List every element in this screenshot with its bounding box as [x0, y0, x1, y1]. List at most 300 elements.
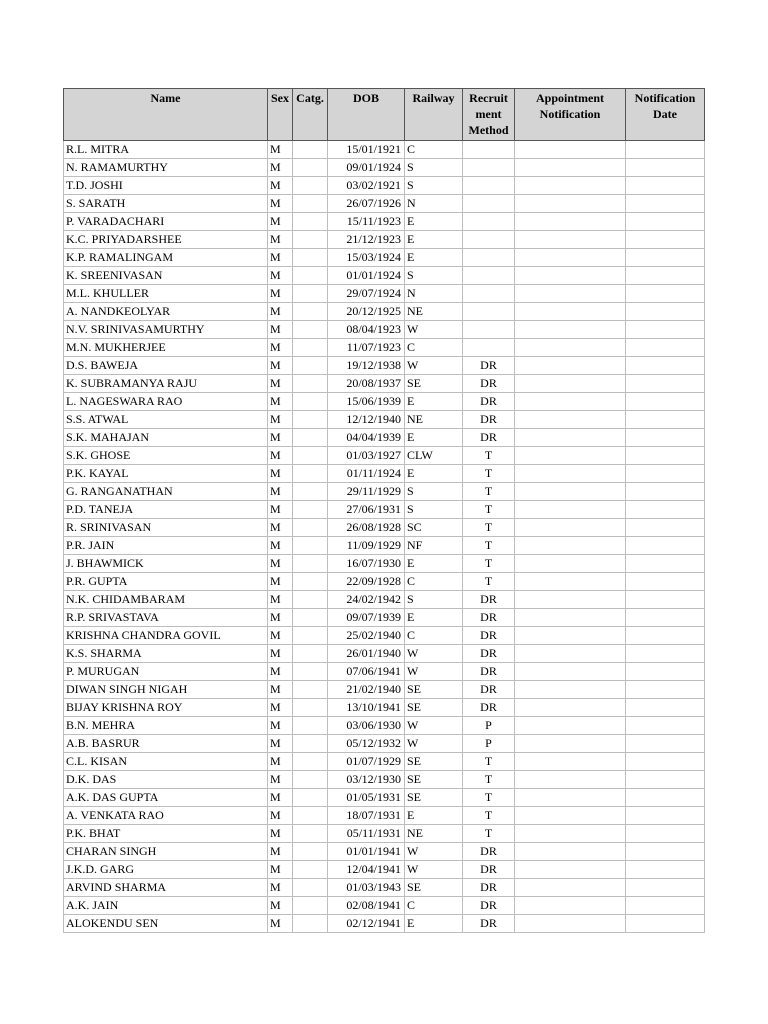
cell-notification-date: [626, 555, 705, 573]
cell-recruitment-method: DR: [463, 897, 515, 915]
cell-railway: W: [405, 861, 463, 879]
cell-sex: M: [268, 465, 293, 483]
cell-name: T.D. JOSHI: [64, 177, 268, 195]
cell-notification-date: [626, 789, 705, 807]
cell-railway: E: [405, 393, 463, 411]
cell-sex: M: [268, 141, 293, 159]
cell-notification-date: [626, 825, 705, 843]
cell-sex: M: [268, 843, 293, 861]
cell-notification-date: [626, 213, 705, 231]
cell-catg: [293, 591, 328, 609]
cell-sex: M: [268, 483, 293, 501]
header-recruitment-method: Recruit ment Method: [463, 89, 515, 141]
cell-sex: M: [268, 501, 293, 519]
cell-catg: [293, 735, 328, 753]
table-row: [64, 501, 705, 519]
cell-name: S.K. MAHAJAN: [64, 429, 268, 447]
cell-dob: 09/01/1924: [328, 159, 405, 177]
cell-railway: SE: [405, 789, 463, 807]
cell-name: CHARAN SINGH: [64, 843, 268, 861]
cell-appointment-notification: [515, 897, 626, 915]
cell-name: P. MURUGAN: [64, 663, 268, 681]
cell-sex: M: [268, 231, 293, 249]
cell-dob: 26/08/1928: [328, 519, 405, 537]
cell-dob: 11/09/1929: [328, 537, 405, 555]
cell-notification-date: [626, 699, 705, 717]
cell-sex: M: [268, 519, 293, 537]
cell-catg: [293, 303, 328, 321]
cell-dob: 01/05/1931: [328, 789, 405, 807]
cell-appointment-notification: [515, 411, 626, 429]
cell-notification-date: [626, 519, 705, 537]
cell-name: A.B. BASRUR: [64, 735, 268, 753]
cell-catg: [293, 285, 328, 303]
cell-notification-date: [626, 159, 705, 177]
table-row: [64, 519, 705, 537]
cell-catg: [293, 573, 328, 591]
cell-name: A.K. JAIN: [64, 897, 268, 915]
cell-sex: M: [268, 213, 293, 231]
cell-notification-date: [626, 573, 705, 591]
table-row: [64, 915, 705, 933]
cell-railway: E: [405, 231, 463, 249]
cell-notification-date: [626, 501, 705, 519]
cell-name: A.K. DAS GUPTA: [64, 789, 268, 807]
table-row: [64, 699, 705, 717]
cell-notification-date: [626, 897, 705, 915]
cell-name: M.N. MUKHERJEE: [64, 339, 268, 357]
cell-railway: C: [405, 897, 463, 915]
cell-railway: W: [405, 843, 463, 861]
cell-railway: E: [405, 915, 463, 933]
cell-recruitment-method: [463, 195, 515, 213]
cell-appointment-notification: [515, 429, 626, 447]
header-appointment-notification: Appointment Notification: [515, 89, 626, 141]
table-row: [64, 159, 705, 177]
cell-recruitment-method: [463, 303, 515, 321]
cell-dob: 15/01/1921: [328, 141, 405, 159]
cell-sex: M: [268, 591, 293, 609]
cell-sex: M: [268, 195, 293, 213]
cell-sex: M: [268, 285, 293, 303]
cell-recruitment-method: T: [463, 483, 515, 501]
cell-catg: [293, 663, 328, 681]
cell-sex: M: [268, 825, 293, 843]
cell-recruitment-method: T: [463, 501, 515, 519]
cell-sex: M: [268, 303, 293, 321]
cell-name: R.P. SRIVASTAVA: [64, 609, 268, 627]
cell-name: K.P. RAMALINGAM: [64, 249, 268, 267]
cell-appointment-notification: [515, 627, 626, 645]
cell-recruitment-method: [463, 213, 515, 231]
cell-name: P.R. JAIN: [64, 537, 268, 555]
cell-notification-date: [626, 627, 705, 645]
staff-table: [63, 88, 705, 933]
cell-notification-date: [626, 753, 705, 771]
header-railway: Railway: [405, 89, 463, 141]
cell-catg: [293, 339, 328, 357]
table-row: [64, 663, 705, 681]
cell-railway: E: [405, 609, 463, 627]
cell-name: A. NANDKEOLYAR: [64, 303, 268, 321]
cell-dob: 02/08/1941: [328, 897, 405, 915]
cell-sex: M: [268, 861, 293, 879]
cell-recruitment-method: DR: [463, 375, 515, 393]
cell-appointment-notification: [515, 267, 626, 285]
cell-recruitment-method: DR: [463, 645, 515, 663]
cell-name: R.L. MITRA: [64, 141, 268, 159]
cell-appointment-notification: [515, 519, 626, 537]
cell-name: K. SUBRAMANYA RAJU: [64, 375, 268, 393]
cell-dob: 07/06/1941: [328, 663, 405, 681]
cell-dob: 01/03/1943: [328, 879, 405, 897]
cell-recruitment-method: DR: [463, 663, 515, 681]
cell-name: K.C. PRIYADARSHEE: [64, 231, 268, 249]
cell-catg: [293, 861, 328, 879]
cell-appointment-notification: [515, 843, 626, 861]
cell-appointment-notification: [515, 213, 626, 231]
cell-notification-date: [626, 393, 705, 411]
cell-catg: [293, 213, 328, 231]
cell-notification-date: [626, 735, 705, 753]
cell-sex: M: [268, 357, 293, 375]
cell-dob: 09/07/1939: [328, 609, 405, 627]
cell-sex: M: [268, 249, 293, 267]
cell-dob: 25/02/1940: [328, 627, 405, 645]
table-row: [64, 231, 705, 249]
cell-notification-date: [626, 411, 705, 429]
cell-recruitment-method: T: [463, 537, 515, 555]
cell-railway: W: [405, 663, 463, 681]
cell-catg: [293, 897, 328, 915]
cell-notification-date: [626, 915, 705, 933]
cell-appointment-notification: [515, 555, 626, 573]
cell-appointment-notification: [515, 699, 626, 717]
cell-catg: [293, 375, 328, 393]
cell-recruitment-method: DR: [463, 393, 515, 411]
cell-catg: [293, 717, 328, 735]
cell-catg: [293, 879, 328, 897]
cell-dob: 04/04/1939: [328, 429, 405, 447]
cell-railway: SE: [405, 879, 463, 897]
cell-dob: 26/07/1926: [328, 195, 405, 213]
cell-name: B.N. MEHRA: [64, 717, 268, 735]
cell-recruitment-method: [463, 285, 515, 303]
cell-dob: 05/11/1931: [328, 825, 405, 843]
cell-railway: N: [405, 285, 463, 303]
cell-sex: M: [268, 627, 293, 645]
cell-name: ALOKENDU SEN: [64, 915, 268, 933]
cell-catg: [293, 195, 328, 213]
cell-recruitment-method: [463, 141, 515, 159]
cell-name: DIWAN SINGH NIGAH: [64, 681, 268, 699]
cell-recruitment-method: T: [463, 465, 515, 483]
table-row: [64, 591, 705, 609]
cell-catg: [293, 249, 328, 267]
cell-recruitment-method: DR: [463, 843, 515, 861]
cell-sex: M: [268, 771, 293, 789]
cell-dob: 05/12/1932: [328, 735, 405, 753]
cell-railway: NE: [405, 825, 463, 843]
cell-railway: S: [405, 267, 463, 285]
cell-catg: [293, 519, 328, 537]
cell-catg: [293, 789, 328, 807]
cell-name: S.S. ATWAL: [64, 411, 268, 429]
table-row: [64, 807, 705, 825]
cell-notification-date: [626, 861, 705, 879]
cell-appointment-notification: [515, 915, 626, 933]
cell-appointment-notification: [515, 771, 626, 789]
cell-notification-date: [626, 465, 705, 483]
cell-name: N.V. SRINIVASAMURTHY: [64, 321, 268, 339]
cell-sex: M: [268, 447, 293, 465]
cell-sex: M: [268, 177, 293, 195]
cell-catg: [293, 555, 328, 573]
cell-name: P.R. GUPTA: [64, 573, 268, 591]
cell-dob: 19/12/1938: [328, 357, 405, 375]
cell-name: D.S. BAWEJA: [64, 357, 268, 375]
cell-appointment-notification: [515, 879, 626, 897]
cell-dob: 08/04/1923: [328, 321, 405, 339]
cell-railway: E: [405, 465, 463, 483]
header-notification-date: Notification Date: [626, 89, 705, 141]
table-row: [64, 555, 705, 573]
header-row: [64, 89, 705, 141]
cell-recruitment-method: DR: [463, 915, 515, 933]
cell-appointment-notification: [515, 645, 626, 663]
cell-notification-date: [626, 285, 705, 303]
cell-recruitment-method: P: [463, 735, 515, 753]
cell-notification-date: [626, 339, 705, 357]
cell-catg: [293, 807, 328, 825]
cell-appointment-notification: [515, 735, 626, 753]
cell-appointment-notification: [515, 339, 626, 357]
cell-sex: M: [268, 393, 293, 411]
cell-notification-date: [626, 267, 705, 285]
cell-notification-date: [626, 357, 705, 375]
cell-sex: M: [268, 897, 293, 915]
cell-railway: S: [405, 501, 463, 519]
table-row: [64, 339, 705, 357]
cell-name: P.K. KAYAL: [64, 465, 268, 483]
cell-notification-date: [626, 879, 705, 897]
cell-notification-date: [626, 321, 705, 339]
cell-railway: C: [405, 339, 463, 357]
table-row: [64, 861, 705, 879]
cell-recruitment-method: T: [463, 555, 515, 573]
cell-name: G. RANGANATHAN: [64, 483, 268, 501]
table-row: [64, 465, 705, 483]
cell-railway: W: [405, 321, 463, 339]
cell-notification-date: [626, 717, 705, 735]
cell-appointment-notification: [515, 861, 626, 879]
cell-catg: [293, 393, 328, 411]
cell-dob: 12/04/1941: [328, 861, 405, 879]
table-row: [64, 879, 705, 897]
cell-dob: 24/02/1942: [328, 591, 405, 609]
cell-dob: 01/01/1941: [328, 843, 405, 861]
cell-notification-date: [626, 537, 705, 555]
cell-notification-date: [626, 141, 705, 159]
cell-appointment-notification: [515, 663, 626, 681]
cell-railway: W: [405, 735, 463, 753]
cell-appointment-notification: [515, 141, 626, 159]
cell-appointment-notification: [515, 573, 626, 591]
table-row: [64, 411, 705, 429]
cell-railway: C: [405, 141, 463, 159]
table-row: [64, 789, 705, 807]
cell-catg: [293, 159, 328, 177]
cell-catg: [293, 825, 328, 843]
table-row: [64, 717, 705, 735]
cell-name: K. SREENIVASAN: [64, 267, 268, 285]
cell-name: S.K. GHOSE: [64, 447, 268, 465]
table-row: [64, 573, 705, 591]
cell-dob: 11/07/1923: [328, 339, 405, 357]
cell-sex: M: [268, 429, 293, 447]
cell-catg: [293, 843, 328, 861]
cell-catg: [293, 771, 328, 789]
cell-dob: 01/01/1924: [328, 267, 405, 285]
cell-notification-date: [626, 609, 705, 627]
cell-dob: 03/06/1930: [328, 717, 405, 735]
cell-dob: 02/12/1941: [328, 915, 405, 933]
cell-sex: M: [268, 753, 293, 771]
table-row: [64, 753, 705, 771]
cell-recruitment-method: T: [463, 825, 515, 843]
cell-notification-date: [626, 447, 705, 465]
cell-railway: W: [405, 717, 463, 735]
cell-railway: NE: [405, 303, 463, 321]
cell-railway: SE: [405, 753, 463, 771]
cell-name: L. NAGESWARA RAO: [64, 393, 268, 411]
cell-catg: [293, 609, 328, 627]
cell-catg: [293, 231, 328, 249]
cell-name: A. VENKATA RAO: [64, 807, 268, 825]
table-row: [64, 393, 705, 411]
cell-appointment-notification: [515, 681, 626, 699]
cell-recruitment-method: [463, 321, 515, 339]
header-sex: Sex: [268, 89, 293, 141]
cell-sex: M: [268, 339, 293, 357]
cell-catg: [293, 627, 328, 645]
cell-appointment-notification: [515, 303, 626, 321]
cell-railway: E: [405, 249, 463, 267]
table-row: [64, 213, 705, 231]
cell-dob: 21/12/1923: [328, 231, 405, 249]
cell-catg: [293, 447, 328, 465]
cell-recruitment-method: T: [463, 447, 515, 465]
cell-appointment-notification: [515, 321, 626, 339]
cell-notification-date: [626, 843, 705, 861]
cell-dob: 15/11/1923: [328, 213, 405, 231]
cell-notification-date: [626, 591, 705, 609]
table-header: [64, 89, 705, 141]
cell-appointment-notification: [515, 375, 626, 393]
cell-railway: C: [405, 573, 463, 591]
cell-sex: M: [268, 159, 293, 177]
cell-notification-date: [626, 249, 705, 267]
cell-appointment-notification: [515, 177, 626, 195]
cell-sex: M: [268, 573, 293, 591]
cell-railway: E: [405, 213, 463, 231]
cell-sex: M: [268, 537, 293, 555]
table-row: [64, 897, 705, 915]
cell-recruitment-method: DR: [463, 411, 515, 429]
cell-name: D.K. DAS: [64, 771, 268, 789]
cell-railway: SE: [405, 699, 463, 717]
cell-railway: E: [405, 807, 463, 825]
cell-appointment-notification: [515, 285, 626, 303]
cell-notification-date: [626, 195, 705, 213]
cell-recruitment-method: T: [463, 807, 515, 825]
cell-recruitment-method: [463, 177, 515, 195]
cell-railway: C: [405, 627, 463, 645]
cell-notification-date: [626, 231, 705, 249]
cell-name: J. BHAWMICK: [64, 555, 268, 573]
cell-appointment-notification: [515, 447, 626, 465]
cell-name: R. SRINIVASAN: [64, 519, 268, 537]
cell-recruitment-method: P: [463, 717, 515, 735]
table-row: [64, 357, 705, 375]
cell-sex: M: [268, 411, 293, 429]
cell-name: BIJAY KRISHNA ROY: [64, 699, 268, 717]
cell-catg: [293, 915, 328, 933]
table-row: [64, 483, 705, 501]
table-row: [64, 447, 705, 465]
cell-notification-date: [626, 663, 705, 681]
table-body: [64, 141, 705, 933]
table-row: [64, 429, 705, 447]
cell-recruitment-method: [463, 267, 515, 285]
cell-notification-date: [626, 177, 705, 195]
cell-dob: 01/03/1927: [328, 447, 405, 465]
cell-catg: [293, 177, 328, 195]
cell-name: P. VARADACHARI: [64, 213, 268, 231]
cell-railway: S: [405, 177, 463, 195]
cell-catg: [293, 411, 328, 429]
cell-dob: 03/12/1930: [328, 771, 405, 789]
cell-sex: M: [268, 915, 293, 933]
cell-dob: 15/03/1924: [328, 249, 405, 267]
cell-catg: [293, 501, 328, 519]
cell-recruitment-method: DR: [463, 591, 515, 609]
cell-recruitment-method: DR: [463, 357, 515, 375]
cell-catg: [293, 267, 328, 285]
cell-sex: M: [268, 663, 293, 681]
cell-name: P.K. BHAT: [64, 825, 268, 843]
table-row: [64, 645, 705, 663]
cell-appointment-notification: [515, 357, 626, 375]
table-row: [64, 249, 705, 267]
cell-notification-date: [626, 303, 705, 321]
cell-catg: [293, 699, 328, 717]
cell-appointment-notification: [515, 393, 626, 411]
cell-appointment-notification: [515, 807, 626, 825]
cell-appointment-notification: [515, 159, 626, 177]
cell-sex: M: [268, 375, 293, 393]
cell-dob: 18/07/1931: [328, 807, 405, 825]
cell-railway: SE: [405, 375, 463, 393]
cell-sex: M: [268, 789, 293, 807]
cell-sex: M: [268, 807, 293, 825]
cell-recruitment-method: [463, 159, 515, 177]
cell-recruitment-method: DR: [463, 699, 515, 717]
cell-sex: M: [268, 609, 293, 627]
cell-recruitment-method: DR: [463, 681, 515, 699]
cell-dob: 15/06/1939: [328, 393, 405, 411]
cell-railway: W: [405, 357, 463, 375]
